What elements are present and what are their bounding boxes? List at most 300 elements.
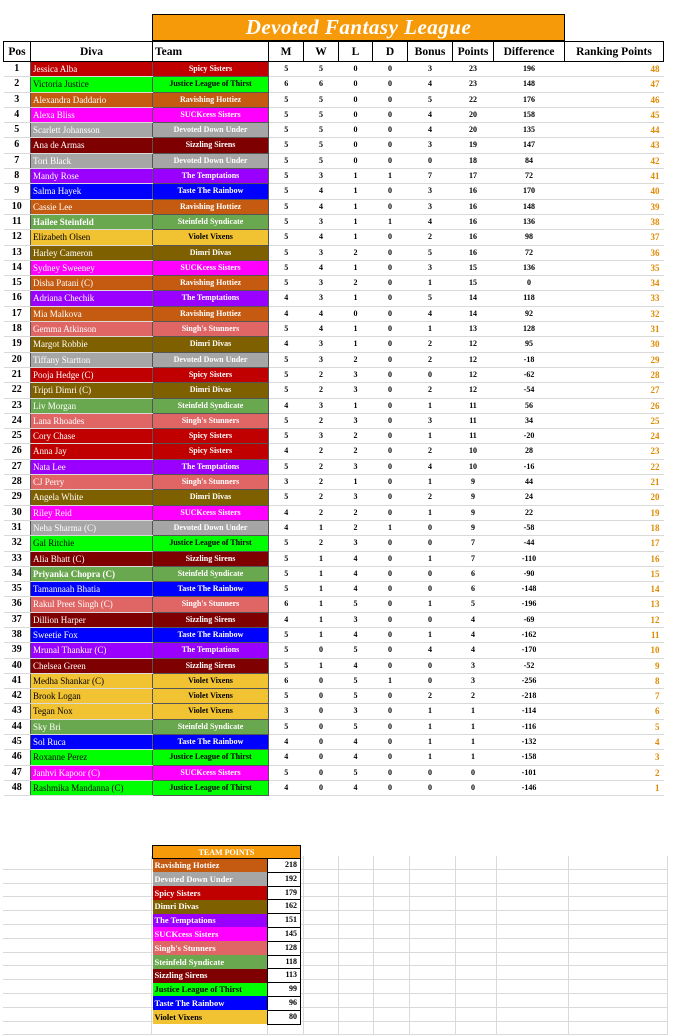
team-name-cell[interactable]: SUCKcess Sisters: [153, 107, 269, 122]
diva-name-cell[interactable]: Tripti Dimri (C): [31, 383, 153, 398]
team-name-cell[interactable]: Violet Vixens: [153, 704, 269, 719]
losses-cell[interactable]: 1: [339, 214, 373, 229]
difference-cell[interactable]: 196: [494, 62, 565, 77]
diva-name-cell[interactable]: Angela White: [31, 490, 153, 505]
difference-cell[interactable]: 56: [494, 398, 565, 413]
difference-cell[interactable]: 118: [494, 291, 565, 306]
rank-cell[interactable]: 48: [4, 780, 31, 795]
bonus-cell[interactable]: 1: [408, 398, 453, 413]
bonus-cell[interactable]: 0: [408, 566, 453, 581]
ranking-points-cell[interactable]: 14: [565, 582, 664, 597]
draws-cell[interactable]: 0: [373, 199, 408, 214]
losses-cell[interactable]: 3: [339, 383, 373, 398]
draws-cell[interactable]: 0: [373, 780, 408, 795]
points-cell[interactable]: 0: [453, 780, 494, 795]
empty-cell[interactable]: [456, 1022, 498, 1035]
wins-cell[interactable]: 2: [304, 413, 339, 428]
bonus-cell[interactable]: 0: [408, 153, 453, 168]
wins-cell[interactable]: 3: [304, 214, 339, 229]
ranking-points-cell[interactable]: 18: [565, 520, 664, 535]
losses-cell[interactable]: 2: [339, 520, 373, 535]
empty-cell[interactable]: [3, 939, 152, 952]
team-points-name[interactable]: Singh's Stunners: [153, 941, 268, 955]
ranking-points-cell[interactable]: 30: [565, 337, 664, 352]
points-cell[interactable]: 9: [453, 505, 494, 520]
bonus-cell[interactable]: 1: [408, 735, 453, 750]
ranking-points-cell[interactable]: 3: [565, 750, 664, 765]
draws-cell[interactable]: 0: [373, 62, 408, 77]
losses-cell[interactable]: 4: [339, 735, 373, 750]
difference-cell[interactable]: -90: [494, 566, 565, 581]
difference-cell[interactable]: -16: [494, 459, 565, 474]
draws-cell[interactable]: 0: [373, 704, 408, 719]
points-cell[interactable]: 10: [453, 444, 494, 459]
empty-cell[interactable]: [456, 884, 498, 897]
diva-name-cell[interactable]: Tiffany Startton: [31, 352, 153, 367]
empty-cell[interactable]: [3, 1008, 152, 1021]
team-name-cell[interactable]: Violet Vixens: [153, 673, 269, 688]
team-name-cell[interactable]: Steinfeld Syndicate: [153, 566, 269, 581]
bonus-cell[interactable]: 4: [408, 459, 453, 474]
draws-cell[interactable]: 0: [373, 153, 408, 168]
ranking-points-cell[interactable]: 33: [565, 291, 664, 306]
draws-cell[interactable]: 0: [373, 123, 408, 138]
points-cell[interactable]: 23: [453, 77, 494, 92]
draws-cell[interactable]: 0: [373, 245, 408, 260]
team-name-cell[interactable]: Steinfeld Syndicate: [153, 398, 269, 413]
empty-cell[interactable]: [3, 994, 152, 1007]
team-name-cell[interactable]: Justice League of Thirst: [153, 750, 269, 765]
difference-cell[interactable]: -18: [494, 352, 565, 367]
team-points-name[interactable]: Taste The Rainbow: [153, 996, 268, 1010]
diva-name-cell[interactable]: Ana de Armas: [31, 138, 153, 153]
wins-cell[interactable]: 0: [304, 643, 339, 658]
bonus-cell[interactable]: 4: [408, 123, 453, 138]
losses-cell[interactable]: 3: [339, 413, 373, 428]
rank-cell[interactable]: 47: [4, 765, 31, 780]
team-name-cell[interactable]: Sizzling Sirens: [153, 138, 269, 153]
rank-cell[interactable]: 16: [4, 291, 31, 306]
matches-cell[interactable]: 4: [269, 337, 304, 352]
difference-cell[interactable]: -62: [494, 367, 565, 382]
rank-cell[interactable]: 27: [4, 459, 31, 474]
draws-cell[interactable]: 1: [373, 214, 408, 229]
wins-cell[interactable]: 5: [304, 62, 339, 77]
empty-cell[interactable]: [3, 953, 152, 966]
wins-cell[interactable]: 2: [304, 536, 339, 551]
wins-cell[interactable]: 3: [304, 398, 339, 413]
diva-name-cell[interactable]: Tori Black: [31, 153, 153, 168]
empty-cell[interactable]: [410, 884, 456, 897]
wins-cell[interactable]: 4: [304, 199, 339, 214]
losses-cell[interactable]: 3: [339, 367, 373, 382]
losses-cell[interactable]: 4: [339, 627, 373, 642]
diva-name-cell[interactable]: Brook Logan: [31, 689, 153, 704]
wins-cell[interactable]: 1: [304, 627, 339, 642]
empty-cell[interactable]: [410, 925, 456, 938]
team-name-cell[interactable]: Violet Vixens: [153, 689, 269, 704]
losses-cell[interactable]: 0: [339, 107, 373, 122]
rank-cell[interactable]: 41: [4, 673, 31, 688]
rank-cell[interactable]: 7: [4, 153, 31, 168]
rank-cell[interactable]: 6: [4, 138, 31, 153]
ranking-points-cell[interactable]: 47: [565, 77, 664, 92]
empty-cell[interactable]: [374, 1022, 410, 1035]
empty-cell[interactable]: [374, 953, 410, 966]
bonus-cell[interactable]: 4: [408, 306, 453, 321]
team-name-cell[interactable]: Violet Vixens: [153, 230, 269, 245]
matches-cell[interactable]: 6: [269, 77, 304, 92]
ranking-points-cell[interactable]: 4: [565, 735, 664, 750]
empty-cell[interactable]: [304, 1022, 340, 1035]
matches-cell[interactable]: 5: [269, 627, 304, 642]
bonus-cell[interactable]: 0: [408, 780, 453, 795]
matches-cell[interactable]: 5: [269, 214, 304, 229]
points-cell[interactable]: 0: [453, 765, 494, 780]
ranking-points-cell[interactable]: 36: [565, 245, 664, 260]
wins-cell[interactable]: 0: [304, 735, 339, 750]
diva-name-cell[interactable]: Mia Malkova: [31, 306, 153, 321]
diva-name-cell[interactable]: Dillion Harper: [31, 612, 153, 627]
draws-cell[interactable]: 0: [373, 765, 408, 780]
rank-cell[interactable]: 30: [4, 505, 31, 520]
difference-cell[interactable]: 34: [494, 413, 565, 428]
team-name-cell[interactable]: Spicy Sisters: [153, 62, 269, 77]
difference-cell[interactable]: 176: [494, 92, 565, 107]
wins-cell[interactable]: 3: [304, 245, 339, 260]
difference-cell[interactable]: 148: [494, 77, 565, 92]
matches-cell[interactable]: 4: [269, 735, 304, 750]
draws-cell[interactable]: 0: [373, 306, 408, 321]
matches-cell[interactable]: 5: [269, 322, 304, 337]
ranking-points-cell[interactable]: 19: [565, 505, 664, 520]
team-name-cell[interactable]: Ravishing Hottiez: [153, 276, 269, 291]
difference-cell[interactable]: -52: [494, 658, 565, 673]
wins-cell[interactable]: 4: [304, 184, 339, 199]
matches-cell[interactable]: 5: [269, 551, 304, 566]
bonus-cell[interactable]: 4: [408, 77, 453, 92]
team-name-cell[interactable]: Ravishing Hottiez: [153, 92, 269, 107]
matches-cell[interactable]: 5: [269, 383, 304, 398]
empty-cell[interactable]: [569, 966, 668, 979]
ranking-points-cell[interactable]: 7: [565, 689, 664, 704]
diva-name-cell[interactable]: Adriana Chechik: [31, 291, 153, 306]
empty-cell[interactable]: [339, 925, 374, 938]
draws-cell[interactable]: 0: [373, 551, 408, 566]
draws-cell[interactable]: 0: [373, 719, 408, 734]
empty-cell[interactable]: [304, 939, 340, 952]
ranking-points-cell[interactable]: 6: [565, 704, 664, 719]
empty-cell[interactable]: [497, 1022, 568, 1035]
diva-name-cell[interactable]: Mrunal Thankur (C): [31, 643, 153, 658]
matches-cell[interactable]: 5: [269, 643, 304, 658]
empty-cell[interactable]: [339, 1022, 374, 1035]
empty-cell[interactable]: [339, 897, 374, 910]
wins-cell[interactable]: 4: [304, 322, 339, 337]
difference-cell[interactable]: 98: [494, 230, 565, 245]
points-cell[interactable]: 5: [453, 597, 494, 612]
ranking-points-cell[interactable]: 2: [565, 765, 664, 780]
diva-name-cell[interactable]: Cassie Lee: [31, 199, 153, 214]
points-cell[interactable]: 9: [453, 520, 494, 535]
empty-cell[interactable]: [456, 925, 498, 938]
empty-cell[interactable]: [456, 856, 498, 869]
wins-cell[interactable]: 5: [304, 153, 339, 168]
rank-cell[interactable]: 12: [4, 230, 31, 245]
draws-cell[interactable]: 0: [373, 750, 408, 765]
losses-cell[interactable]: 4: [339, 780, 373, 795]
draws-cell[interactable]: 0: [373, 107, 408, 122]
bonus-cell[interactable]: 2: [408, 337, 453, 352]
points-cell[interactable]: 16: [453, 214, 494, 229]
bonus-cell[interactable]: 7: [408, 169, 453, 184]
diva-name-cell[interactable]: Chelsea Green: [31, 658, 153, 673]
losses-cell[interactable]: 1: [339, 230, 373, 245]
team-name-cell[interactable]: Spicy Sisters: [153, 444, 269, 459]
points-cell[interactable]: 3: [453, 673, 494, 688]
points-cell[interactable]: 10: [453, 459, 494, 474]
empty-cell[interactable]: [374, 897, 410, 910]
bonus-cell[interactable]: 1: [408, 551, 453, 566]
draws-cell[interactable]: 0: [373, 459, 408, 474]
team-points-value[interactable]: 128: [268, 941, 301, 955]
team-name-cell[interactable]: Singh's Stunners: [153, 413, 269, 428]
empty-cell[interactable]: [3, 870, 152, 883]
matches-cell[interactable]: 5: [269, 260, 304, 275]
bonus-cell[interactable]: 1: [408, 719, 453, 734]
team-name-cell[interactable]: Singh's Stunners: [153, 322, 269, 337]
empty-cell[interactable]: [3, 856, 152, 869]
diva-name-cell[interactable]: Medha Shankar (C): [31, 673, 153, 688]
losses-cell[interactable]: 2: [339, 429, 373, 444]
draws-cell[interactable]: 0: [373, 658, 408, 673]
matches-cell[interactable]: 5: [269, 490, 304, 505]
empty-cell[interactable]: [304, 870, 340, 883]
team-name-cell[interactable]: Spicy Sisters: [153, 429, 269, 444]
empty-cell[interactable]: [3, 966, 152, 979]
difference-cell[interactable]: 72: [494, 169, 565, 184]
points-cell[interactable]: 14: [453, 291, 494, 306]
team-name-cell[interactable]: Sizzling Sirens: [153, 551, 269, 566]
diva-name-cell[interactable]: Jessica Alba: [31, 62, 153, 77]
team-points-value[interactable]: 80: [268, 1010, 301, 1024]
matches-cell[interactable]: 6: [269, 597, 304, 612]
empty-cell[interactable]: [456, 966, 498, 979]
losses-cell[interactable]: 5: [339, 719, 373, 734]
diva-name-cell[interactable]: CJ Perry: [31, 475, 153, 490]
empty-cell[interactable]: [497, 953, 568, 966]
wins-cell[interactable]: 3: [304, 291, 339, 306]
draws-cell[interactable]: 0: [373, 337, 408, 352]
points-cell[interactable]: 11: [453, 398, 494, 413]
bonus-cell[interactable]: 5: [408, 245, 453, 260]
rank-cell[interactable]: 17: [4, 306, 31, 321]
losses-cell[interactable]: 5: [339, 597, 373, 612]
rank-cell[interactable]: 34: [4, 566, 31, 581]
diva-name-cell[interactable]: Disha Patani (C): [31, 276, 153, 291]
losses-cell[interactable]: 2: [339, 352, 373, 367]
team-name-cell[interactable]: Justice League of Thirst: [153, 536, 269, 551]
wins-cell[interactable]: 2: [304, 383, 339, 398]
wins-cell[interactable]: 5: [304, 123, 339, 138]
losses-cell[interactable]: 4: [339, 658, 373, 673]
difference-cell[interactable]: -116: [494, 719, 565, 734]
empty-cell[interactable]: [569, 939, 668, 952]
diva-name-cell[interactable]: Sol Ruca: [31, 735, 153, 750]
ranking-points-cell[interactable]: 46: [565, 92, 664, 107]
draws-cell[interactable]: 0: [373, 383, 408, 398]
empty-cell[interactable]: [3, 980, 152, 993]
team-name-cell[interactable]: Singh's Stunners: [153, 597, 269, 612]
team-points-value[interactable]: 96: [268, 996, 301, 1010]
draws-cell[interactable]: 0: [373, 643, 408, 658]
ranking-points-cell[interactable]: 16: [565, 551, 664, 566]
bonus-cell[interactable]: 0: [408, 367, 453, 382]
empty-cell[interactable]: [410, 939, 456, 952]
points-cell[interactable]: 11: [453, 429, 494, 444]
team-points-value[interactable]: 145: [268, 927, 301, 941]
ranking-points-cell[interactable]: 34: [565, 276, 664, 291]
team-points-name[interactable]: The Temptations: [153, 914, 268, 928]
team-name-cell[interactable]: Devoted Down Under: [153, 153, 269, 168]
empty-cell[interactable]: [410, 953, 456, 966]
matches-cell[interactable]: 3: [269, 475, 304, 490]
empty-cell[interactable]: [569, 856, 668, 869]
wins-cell[interactable]: 1: [304, 520, 339, 535]
draws-cell[interactable]: 0: [373, 689, 408, 704]
difference-cell[interactable]: 92: [494, 306, 565, 321]
wins-cell[interactable]: 3: [304, 337, 339, 352]
losses-cell[interactable]: 3: [339, 704, 373, 719]
diva-name-cell[interactable]: Alexandra Daddario: [31, 92, 153, 107]
points-cell[interactable]: 11: [453, 413, 494, 428]
difference-cell[interactable]: 170: [494, 184, 565, 199]
team-name-cell[interactable]: Justice League of Thirst: [153, 77, 269, 92]
empty-cell[interactable]: [304, 925, 340, 938]
wins-cell[interactable]: 3: [304, 429, 339, 444]
bonus-cell[interactable]: 1: [408, 429, 453, 444]
draws-cell[interactable]: 0: [373, 291, 408, 306]
bonus-cell[interactable]: 0: [408, 536, 453, 551]
rank-cell[interactable]: 24: [4, 413, 31, 428]
matches-cell[interactable]: 5: [269, 413, 304, 428]
team-points-value[interactable]: 218: [268, 859, 301, 873]
losses-cell[interactable]: 0: [339, 123, 373, 138]
empty-cell[interactable]: [456, 911, 498, 924]
empty-cell[interactable]: [497, 980, 568, 993]
matches-cell[interactable]: 4: [269, 750, 304, 765]
points-cell[interactable]: 9: [453, 475, 494, 490]
team-name-cell[interactable]: The Temptations: [153, 169, 269, 184]
team-name-cell[interactable]: Sizzling Sirens: [153, 658, 269, 673]
empty-cell[interactable]: [456, 953, 498, 966]
empty-cell[interactable]: [339, 980, 374, 993]
points-cell[interactable]: 20: [453, 123, 494, 138]
matches-cell[interactable]: 5: [269, 566, 304, 581]
diva-name-cell[interactable]: Anna Jay: [31, 444, 153, 459]
losses-cell[interactable]: 3: [339, 612, 373, 627]
points-cell[interactable]: 1: [453, 704, 494, 719]
difference-cell[interactable]: -170: [494, 643, 565, 658]
ranking-points-cell[interactable]: 29: [565, 352, 664, 367]
draws-cell[interactable]: 0: [373, 566, 408, 581]
empty-cell[interactable]: [497, 856, 568, 869]
ranking-points-cell[interactable]: 20: [565, 490, 664, 505]
difference-cell[interactable]: -256: [494, 673, 565, 688]
team-points-name[interactable]: Sizzling Sirens: [153, 969, 268, 983]
rank-cell[interactable]: 9: [4, 184, 31, 199]
difference-cell[interactable]: 136: [494, 214, 565, 229]
points-cell[interactable]: 22: [453, 92, 494, 107]
empty-cell[interactable]: [374, 911, 410, 924]
empty-cell[interactable]: [304, 897, 340, 910]
matches-cell[interactable]: 4: [269, 780, 304, 795]
bonus-cell[interactable]: 1: [408, 627, 453, 642]
matches-cell[interactable]: 5: [269, 536, 304, 551]
ranking-points-cell[interactable]: 43: [565, 138, 664, 153]
ranking-points-cell[interactable]: 32: [565, 306, 664, 321]
ranking-points-cell[interactable]: 8: [565, 673, 664, 688]
empty-cell[interactable]: [410, 856, 456, 869]
bonus-cell[interactable]: 0: [408, 765, 453, 780]
matches-cell[interactable]: 5: [269, 429, 304, 444]
bonus-cell[interactable]: 3: [408, 199, 453, 214]
empty-cell[interactable]: [304, 856, 340, 869]
matches-cell[interactable]: 4: [269, 505, 304, 520]
wins-cell[interactable]: 2: [304, 505, 339, 520]
draws-cell[interactable]: 0: [373, 92, 408, 107]
rank-cell[interactable]: 3: [4, 92, 31, 107]
rank-cell[interactable]: 19: [4, 337, 31, 352]
empty-cell[interactable]: [569, 870, 668, 883]
difference-cell[interactable]: 84: [494, 153, 565, 168]
points-cell[interactable]: 4: [453, 643, 494, 658]
points-cell[interactable]: 13: [453, 322, 494, 337]
points-cell[interactable]: 16: [453, 199, 494, 214]
points-cell[interactable]: 1: [453, 735, 494, 750]
difference-cell[interactable]: -110: [494, 551, 565, 566]
losses-cell[interactable]: 4: [339, 551, 373, 566]
diva-name-cell[interactable]: Scarlett Johansson: [31, 123, 153, 138]
rank-cell[interactable]: 2: [4, 77, 31, 92]
losses-cell[interactable]: 1: [339, 291, 373, 306]
points-cell[interactable]: 6: [453, 582, 494, 597]
diva-name-cell[interactable]: Roxanne Perez: [31, 750, 153, 765]
empty-cell[interactable]: [304, 911, 340, 924]
diva-name-cell[interactable]: Lana Rhoades: [31, 413, 153, 428]
rank-cell[interactable]: 44: [4, 719, 31, 734]
empty-cell[interactable]: [497, 994, 568, 1007]
wins-cell[interactable]: 4: [304, 260, 339, 275]
empty-cell[interactable]: [456, 1008, 498, 1021]
bonus-cell[interactable]: 0: [408, 612, 453, 627]
matches-cell[interactable]: 5: [269, 184, 304, 199]
rank-cell[interactable]: 20: [4, 352, 31, 367]
points-cell[interactable]: 4: [453, 612, 494, 627]
losses-cell[interactable]: 2: [339, 505, 373, 520]
diva-name-cell[interactable]: Neha Sharma (C): [31, 520, 153, 535]
matches-cell[interactable]: 5: [269, 765, 304, 780]
empty-cell[interactable]: [456, 994, 498, 1007]
empty-cell[interactable]: [304, 884, 340, 897]
difference-cell[interactable]: -148: [494, 582, 565, 597]
diva-name-cell[interactable]: Margot Robbie: [31, 337, 153, 352]
draws-cell[interactable]: 0: [373, 475, 408, 490]
difference-cell[interactable]: 136: [494, 260, 565, 275]
rank-cell[interactable]: 8: [4, 169, 31, 184]
team-name-cell[interactable]: SUCKcess Sisters: [153, 765, 269, 780]
difference-cell[interactable]: -146: [494, 780, 565, 795]
